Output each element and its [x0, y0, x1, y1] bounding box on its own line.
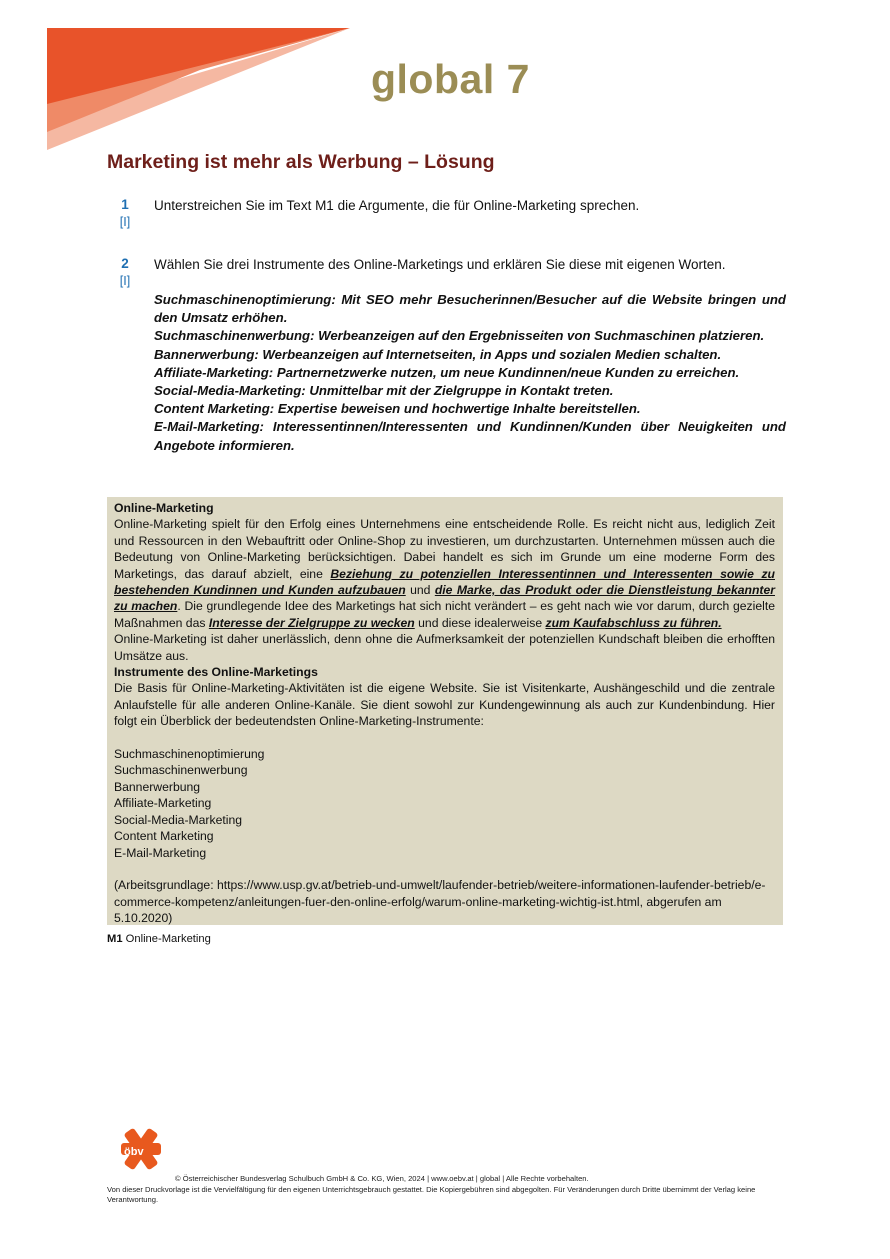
- answer-item: Content Marketing: Expertise beweisen und hochwertige Inhalte bereitstellen.: [154, 401, 641, 417]
- banner-stripe-dark: [47, 28, 350, 104]
- footer: [107, 1174, 777, 1206]
- answer-item: E-Mail-Marketing: Interessentinnen/Interessenten und Kundinnen/Kunden über Neuigkeiten und Angebote informieren.: [154, 419, 786, 453]
- solution-answers: [154, 291, 786, 455]
- underlined-argument: Interesse der Zielgruppe zu wecken: [208, 615, 415, 630]
- answer-item: Suchmaschinenwerbung: Werbeanzeigen auf den Ergebnisseiten von Suchmaschinen platzieren.: [154, 328, 765, 344]
- answer-item: Bannerwerbung: Werbeanzeigen auf Internetseiten, in Apps und sozialen Medien schalten.: [154, 346, 722, 362]
- underlined-argument: zum Kaufabschluss zu führen.: [545, 615, 722, 630]
- instrument-item: Content Marketing: [114, 829, 214, 844]
- task-level: [I]: [119, 274, 131, 288]
- page-title: Marketing ist mehr als Werbung – Lösung: [107, 151, 495, 173]
- m1-heading: Online-Marketing: [114, 501, 214, 515]
- answer-item: Affiliate-Marketing: Partnernetzwerke nutzen, um neue Kundinnen/neue Kunden zu erreichen.: [154, 364, 740, 380]
- m1-paragraph-3: Die Basis für Online-Marketing-Aktivitäten ist die eigene Website. Sie ist Visitenkarte, Aushängeschild und die zentrale Anlaufstelle für alle anderen Online-Kanäle. Sie dient sowohl zur Kundengewinnung als auch zur Kundenbindung. Hier folgt ein Überblick der bedeutendsten Online-Marketing-Instrumente:: [114, 681, 775, 729]
- m1-paragraph-1: [114, 516, 775, 631]
- instrument-item: Suchmaschinenwerbung: [114, 763, 248, 778]
- footer-notice: Von dieser Druckvorlage ist die Vervielfältigung für den eigenen Unterrichtsgebrauch gestattet. Die Kopiergebühren sind abgegolten. Für Veränderungen durch Dritte übernimmt der Verlag keine Verantwortung.: [107, 1184, 756, 1205]
- instrument-item: Suchmaschinenoptimierung: [114, 747, 265, 762]
- task-level: [I]: [119, 215, 131, 229]
- instrument-item: E-Mail-Marketing: [114, 845, 207, 860]
- instrument-item: Affiliate-Marketing: [114, 796, 212, 811]
- task-number: 1: [121, 197, 129, 212]
- material-m1-box: [107, 497, 783, 925]
- text-run: Online-Marketing spielt für den Erfolg eines Unternehmens eine entscheidende Rolle. Es reicht nicht aus, lediglich Zeit und Ressourcen in den Webauftritt oder Online-Shop zu investieren, um durchzustarten. Unternehmen müssen auch die Bedeutung von Online-Marketing berücksichtigen. Dabei handelt es sich im Grunde um eine moderne Form des Marketings, das darauf abzielt, eine: [114, 517, 775, 581]
- text-run: . Die grundlegende Idee des Marketings hat sich nicht verändert – es geht nach wie vor darum, durch gezielte Maßnahmen das: [114, 599, 775, 630]
- caption-label: M1: [107, 933, 123, 945]
- underlined-argument: Beziehung zu potenziellen Interessentinnen und Interessenten sowie zu bestehenden Kundinnen und Kunden aufzubauen: [114, 566, 775, 598]
- answer-item: Suchmaschinenoptimierung: Mit SEO mehr Besucherinnen/Besucher auf die Website bringen und den Umsatz erhöhen.: [154, 292, 786, 326]
- brand-title: global 7: [371, 56, 530, 102]
- logo-text: öbv: [124, 1146, 144, 1158]
- instrument-item: Social-Media-Marketing: [114, 812, 243, 827]
- text-run: und diese idealerweise: [414, 615, 546, 630]
- instrument-item: Bannerwerbung: [114, 779, 201, 794]
- underlined-argument: die Marke, das Produkt oder die Dienstleistung bekannter zu machen: [114, 583, 775, 614]
- task-text: Unterstreichen Sie im Text M1 die Argumente, die für Online-Marketing sprechen.: [154, 198, 640, 213]
- answer-item: Social-Media-Marketing: Unmittelbar mit der Zielgruppe in Kontakt treten.: [154, 383, 614, 399]
- m1-paragraph-2: Online-Marketing ist daher unerlässlich, denn ohne die Aufmerksamkeit der potenziellen Kundschaft bleiben die erhofften Umsätze aus.: [114, 632, 775, 663]
- material-caption: [107, 933, 211, 945]
- footer-copyright: © Österreichischer Bundesverlag Schulbuch GmbH & Co. KG, Wien, 2024 | www.oebv.at | global | Alle Rechte vorbehalten.: [175, 1174, 589, 1183]
- caption-text: Online-Marketing: [122, 933, 211, 945]
- text-run: und: [405, 583, 435, 598]
- header-banner: [0, 0, 360, 150]
- m1-subheading: Instrumente des Online-Marketings: [114, 665, 318, 680]
- task-number: 2: [121, 256, 129, 271]
- source-citation: (Arbeitsgrundlage: https://www.usp.gv.at/betrieb-und-umwelt/laufender-betrieb/weitere-informationen-laufender-betrieb/e-commerce-kompetenz/anleitungen-fuer-den-online-erfolg/warum-online-marketing-wichtig-ist.html, abgerufen am 5.10.2020): [114, 878, 766, 926]
- task-text: Wählen Sie drei Instrumente des Online-Marketings und erklären Sie diese mit eigenen Worten.: [154, 257, 726, 272]
